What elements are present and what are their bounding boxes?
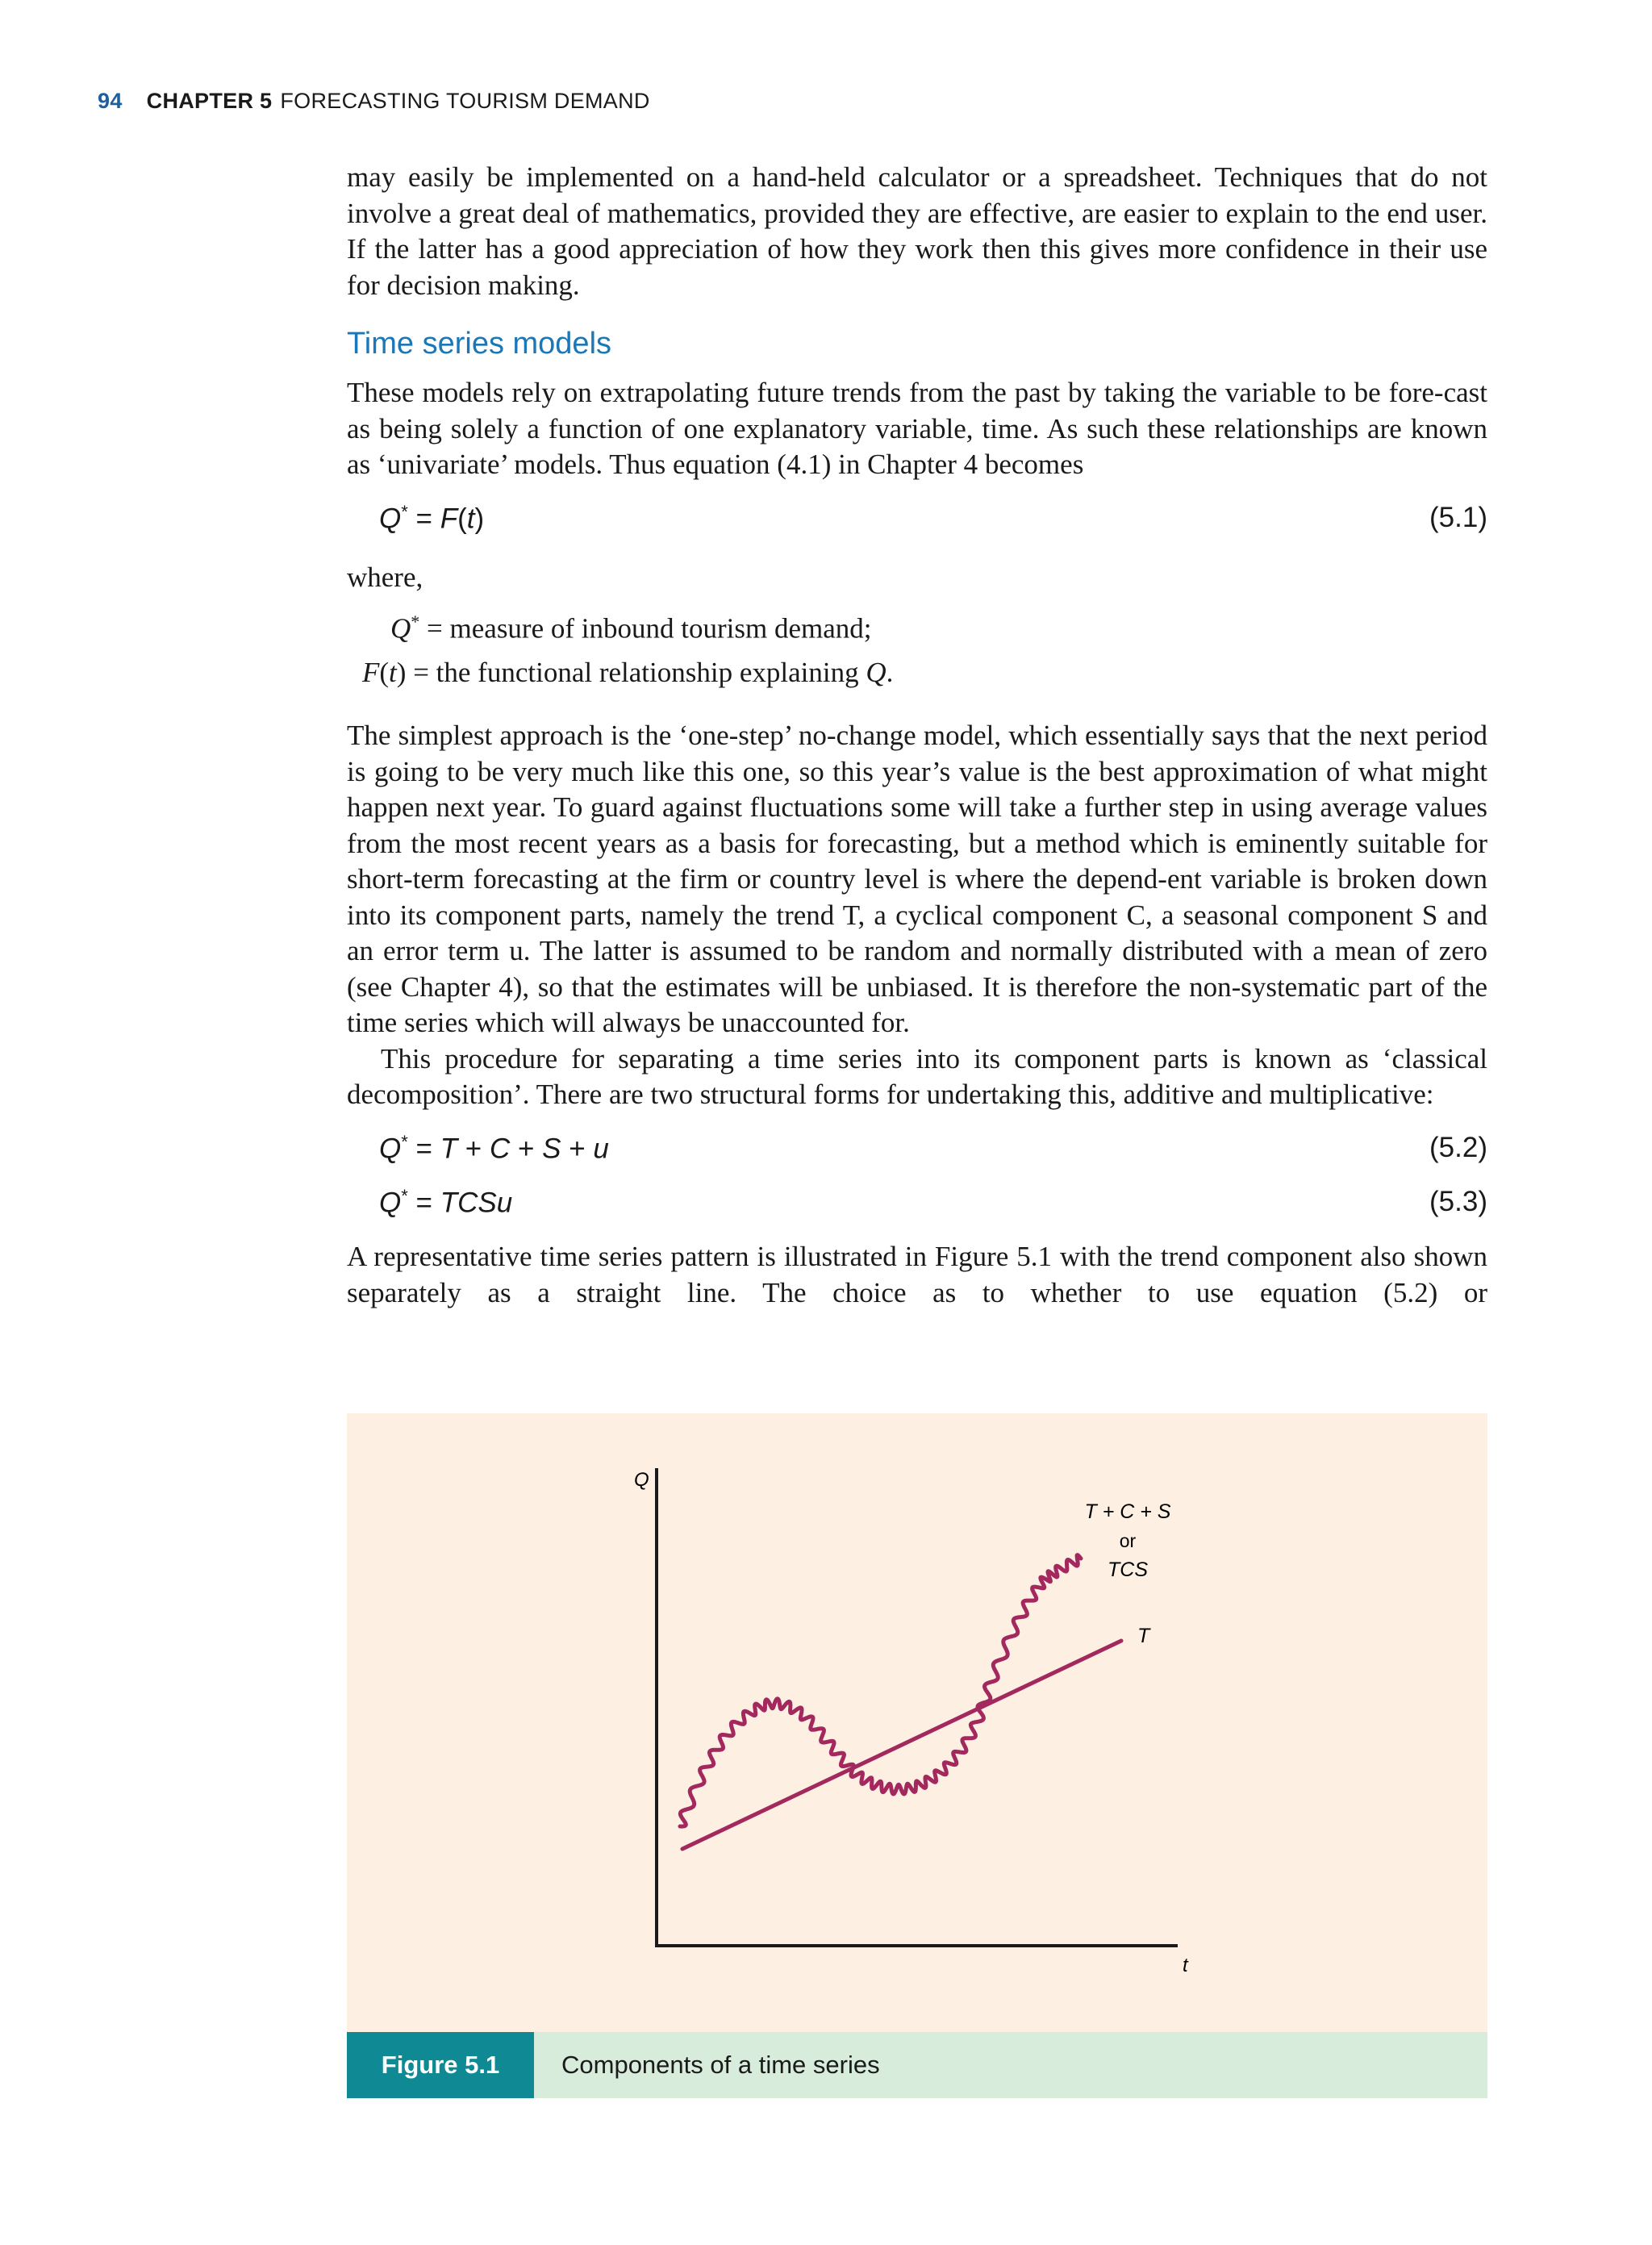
definition-q-star: Q* = measure of inbound tourism demand; bbox=[390, 611, 872, 645]
intro-paragraph: may easily be implemented on a hand-held calculator or a spreadsheet. Techniques that do not involve a great deal of mathematics, provided they are effective, are easier to explain to the end user. If the latter has a good appreciation of how they work then this gives more confidence in their use for decision making. bbox=[347, 161, 1487, 301]
tcs-curve bbox=[680, 1555, 1081, 1827]
definition-term: F bbox=[362, 657, 380, 688]
trend-line bbox=[682, 1641, 1121, 1849]
equation-5-2-number: (5.2) bbox=[1429, 1132, 1487, 1163]
equation-5-2-expression: Q* = T + C + S + u bbox=[379, 1132, 609, 1165]
equation-5-3 bbox=[379, 1186, 1487, 1226]
procedure-paragraph: This procedure for separating a time series into its component parts is known as ‘classical decomposition’. There are two structural forms for undertaking this, additive and multiplicative: bbox=[347, 1042, 1487, 1110]
annotation-t-c-s: T + C + S bbox=[1084, 1500, 1171, 1523]
representative-paragraph-block bbox=[347, 1239, 1487, 1311]
equation-5-1 bbox=[379, 502, 1487, 542]
definition-text: = measure of inbound tourism demand; bbox=[427, 612, 872, 645]
y-axis-label: Q bbox=[634, 1469, 649, 1491]
page-number: 94 bbox=[98, 89, 123, 113]
definition-term: Q bbox=[390, 612, 411, 645]
annotation-tcs: TCS bbox=[1108, 1559, 1148, 1581]
intro-paragraph-block bbox=[347, 160, 1487, 303]
where-label: where, bbox=[347, 561, 423, 593]
definition-f-t: F(t) = the functional relationship explaining Q. bbox=[362, 657, 894, 688]
equation-5-3-number: (5.3) bbox=[1429, 1186, 1487, 1217]
simplest-paragraph-block bbox=[347, 718, 1487, 1113]
time-series-paragraph-block bbox=[347, 375, 1487, 483]
equation-5-1-expression: Q* = F(t) bbox=[379, 502, 485, 535]
representative-paragraph: A representative time series pattern is illustrated in Figure 5.1 with the trend component also shown separately as a straight line. The choice as to whether to use equation (5.2) or bbox=[347, 1241, 1487, 1308]
figure-caption: Components of a time series bbox=[561, 2051, 880, 2079]
time-series-paragraph: These models rely on extrapolating future trends from the past by taking the variable to be fore-cast as being solely a function of one explanatory variable, time. As such these relationships are known as ‘univariate’ models. Thus equation (4.1) in Chapter 4 becomes bbox=[347, 377, 1487, 480]
equation-5-3-expression: Q* = TCSu bbox=[379, 1186, 513, 1219]
x-axis-label: t bbox=[1183, 1955, 1188, 1976]
chapter-label: CHAPTER 5 bbox=[146, 89, 273, 113]
equation-5-1-number: (5.1) bbox=[1429, 502, 1487, 533]
definition-text: = the functional relationship explaining Q. bbox=[413, 657, 894, 688]
annotation-t: T bbox=[1137, 1625, 1150, 1647]
section-heading: Time series models bbox=[347, 327, 612, 361]
figure-caption-bar bbox=[347, 2032, 1487, 2098]
simplest-paragraph: The simplest approach is the ‘one-step’ no-change model, which essentially says that the next period is going to be very much like this one, so this year’s value is the best approximation of what might happen next year. To guard against fluctuations some will take a further step in using average values from the most recent years as a basis for forecasting, but a method which is eminently suitable for short-term forecasting at the firm or country level is where the depend-ent variable is broken down into its component parts, namely the trend T, a cyclical component C, a seasonal component S and an error term u. The latter is assumed to be random and normally distributed with a mean of zero (see Chapter 4), so that the estimates will be unbiased. It is therefore the non-systematic part of the time series which will always be unaccounted for. bbox=[347, 720, 1487, 1038]
annotation-or: or bbox=[1119, 1530, 1137, 1551]
time-series-chart bbox=[347, 1413, 1487, 2034]
chapter-title: FORECASTING TOURISM DEMAND bbox=[280, 89, 650, 113]
running-header bbox=[98, 89, 650, 114]
equation-5-2 bbox=[379, 1132, 1487, 1172]
figure-label: Figure 5.1 bbox=[347, 2032, 534, 2098]
